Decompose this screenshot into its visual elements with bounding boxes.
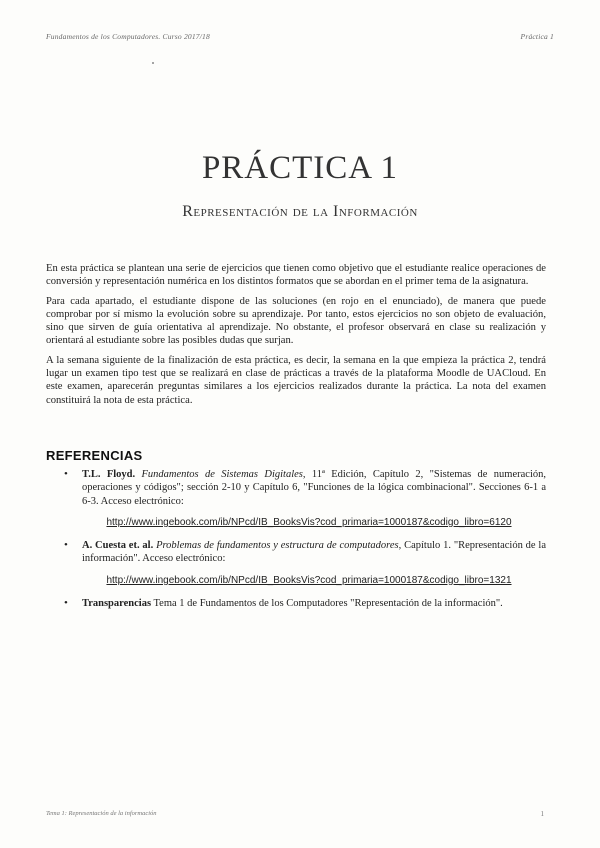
reference-item [62,597,546,610]
reference-item [62,539,546,587]
reference-details: Tema 1 de Fundamentos de los Computadores "Representación de la información". [153,598,503,610]
page-number: 1 [540,810,544,818]
reference-link[interactable]: http://www.ingebook.com/ib/NPcd/IB_BooksVis?cod_primaria=1000187&codigo_libro=1321 [106,574,512,586]
references-heading: REFERENCIAS [46,448,143,463]
reference-author: Transparencias [82,598,152,610]
reference-title: Problemas de fundamentos y estructura de computadores, [156,540,402,552]
reference-author: A. Cuesta et. al. [82,540,154,552]
footer-topic: Tema 1: Representación de la información [46,810,157,817]
intro-body [46,262,546,413]
reference-item [62,468,546,529]
bullet-icon: • [64,597,68,610]
bullet-icon: • [64,468,68,480]
page-subtitle: Representación de la Información [182,203,418,220]
paragraph-exam: A la semana siguiente de la finalización de esta práctica, es decir, la semana en la que empieza la práctica 2, tendrá lugar un examen tipo test que se realizará en clase de prácticas a través de la plataforma Moodle de UACloud. En este examen, aparecerán preguntas similares a los ejercicios realizados durante la práctica. La nota del examen constituirá la nota de esta práctica. [46,354,546,406]
scan-speck [152,62,154,64]
paragraph-solutions: Para cada apartado, el estudiante dispone de las soluciones (en rojo en el enunciado), de manera que puede comprobar por sí mismo la evolución sobre su aprendizaje. Por tanto, estos ejercicios no son objeto de evaluación, sino que sirven de guía orientativa al aprendizaje. No obstante, el profesor observará en clase su realización y orientará al estudiante sobre las posibles dudas que surjan. [46,295,546,347]
reference-details: Capítulo 1. "Representación de la información". Acceso electrónico: [82,540,546,565]
page-title: PRÁCTICA 1 [201,150,399,186]
paragraph-objective: En esta práctica se plantean una serie de ejercicios que tienen como objetivo que el estudiante realice operaciones de conversión y representación numérica en los distintos formatos que se abordan en el primer tema de la asignatura. [46,263,546,288]
reference-title: Fundamentos de Sistemas Digitales, [141,469,306,480]
reference-details: 11ª Edición, Capítulo 2, "Sistemas de numeración, operaciones y códigos"; sección 2-10 y Capítulo 6, "Funciones de la lógica combinacional". Secciones 6-1 a 6-3. Acceso electrónico: [82,469,546,507]
reference-link[interactable]: http://www.ingebook.com/ib/NPcd/IB_BooksVis?cod_primaria=1000187&codigo_libro=6120 [106,516,512,528]
reference-author: T.L. Floyd. [82,469,136,480]
bullet-icon: • [64,539,68,552]
header-course: Fundamentos de los Computadores. Curso 2017/18 [46,32,210,41]
header-practice: Práctica 1 [520,32,554,41]
references-list [62,468,546,620]
